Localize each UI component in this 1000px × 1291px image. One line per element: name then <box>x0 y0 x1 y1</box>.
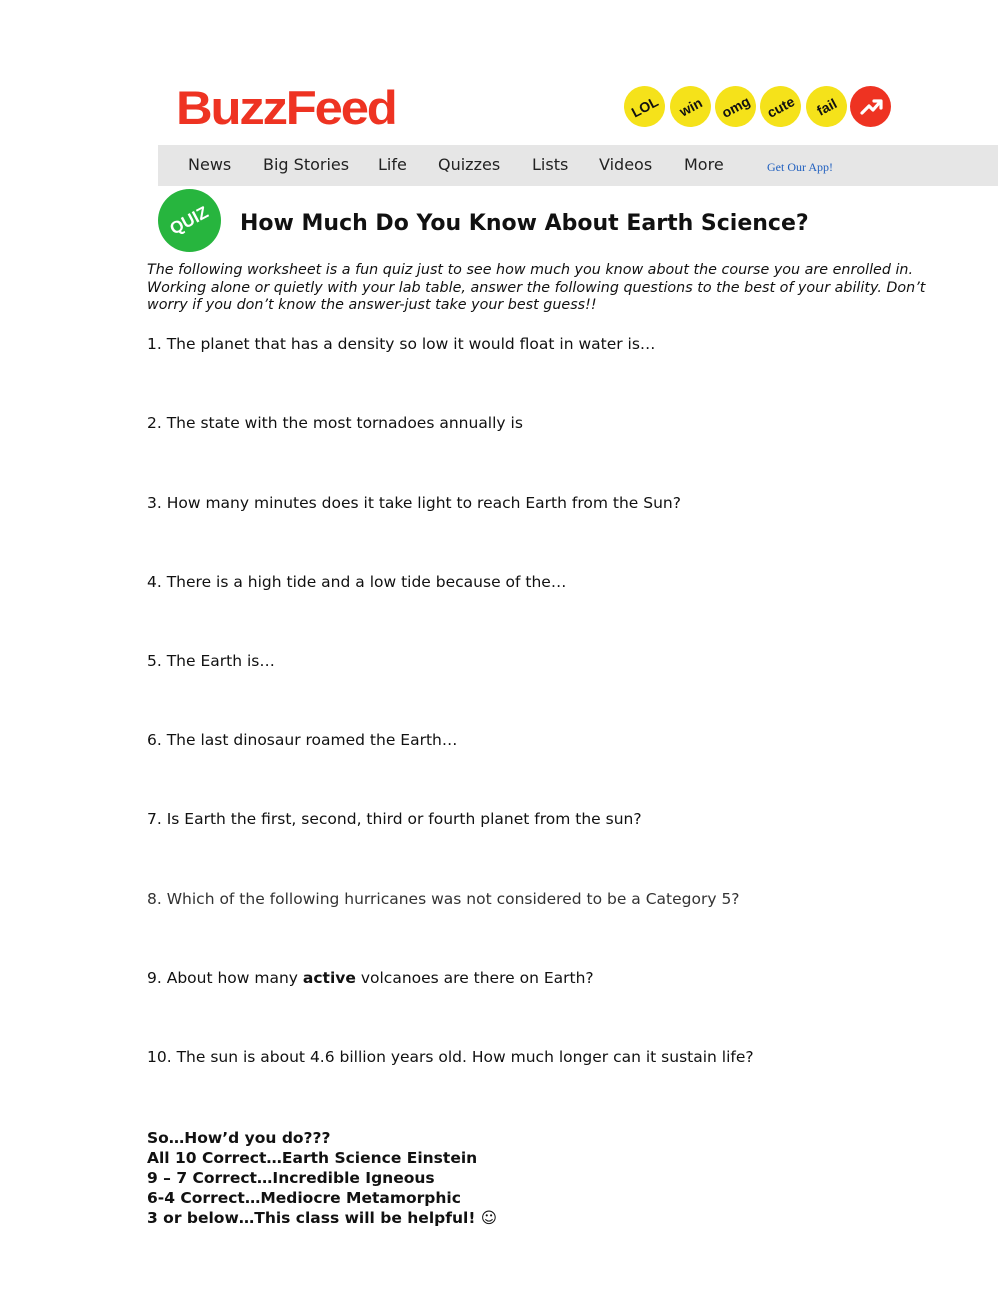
question-9 <box>147 969 594 987</box>
scoring-heading: So…How’d you do??? <box>147 1129 331 1147</box>
nav-quizzes[interactable]: Quizzes <box>438 155 501 174</box>
question-8: 8. Which of the following hurricanes was not considered to be a Category 5? <box>147 890 740 908</box>
page-title: How Much Do You Know About Earth Science? <box>240 211 809 236</box>
nav-big-stories[interactable]: Big Stories <box>263 155 350 174</box>
nav-life[interactable]: Life <box>378 155 407 174</box>
nav-lists[interactable]: Lists <box>532 155 569 174</box>
scoring-block <box>147 1128 497 1228</box>
badge-omg[interactable]: omg <box>708 79 763 134</box>
nav-videos[interactable]: Videos <box>599 155 653 174</box>
badge-lol[interactable]: LOL <box>617 79 672 134</box>
question-9-text-end: volcanoes are there on Earth? <box>355 969 594 987</box>
question-10: 10. The sun is about 4.6 billion years old. How much longer can it sustain life? <box>147 1048 754 1066</box>
question-3: 3. How many minutes does it take light to reach Earth from the Sun? <box>147 494 681 512</box>
badge-win[interactable]: win <box>663 79 718 134</box>
question-1: 1. The planet that has a density so low it would float in water is… <box>147 335 656 353</box>
scoring-line: 6-4 Correct…Mediocre Metamorphic <box>147 1189 461 1207</box>
trending-arrow-icon <box>858 94 884 120</box>
get-app-link[interactable]: Get Our App! <box>767 160 833 174</box>
scoring-line: 9 – 7 Correct…Incredible Igneous <box>147 1169 435 1187</box>
question-2: 2. The state with the most tornadoes annually is <box>147 414 523 432</box>
buzzfeed-logo[interactable]: BuzzFeed <box>176 81 396 134</box>
nav-more[interactable]: More <box>684 155 724 174</box>
intro-paragraph: The following worksheet is a fun quiz just to see how much you know about the course you are enrolled in. Working alone or quietly with your lab table, answer the following questions to the best of your ability. Don’t worry if you don’t know the answer-just take your best guess!! <box>147 262 926 313</box>
quiz-badge-label: QUIZ <box>166 202 212 238</box>
scoring-line: 3 or below…This class will be helpful! ☺ <box>147 1209 497 1227</box>
question-4: 4. There is a high tide and a low tide because of the… <box>147 573 567 591</box>
scoring-line: All 10 Correct…Earth Science Einstein <box>147 1149 478 1167</box>
trending-icon[interactable] <box>850 86 891 127</box>
question-7: 7. Is Earth the first, second, third or fourth planet from the sun? <box>147 810 642 828</box>
nav-news[interactable]: News <box>188 155 232 174</box>
badge-cute[interactable]: cute <box>753 79 808 134</box>
nav-bar <box>158 145 998 186</box>
badge-fail[interactable]: fail <box>799 79 854 134</box>
question-9-text-start: 9. About how many <box>147 969 303 987</box>
question-6: 6. The last dinosaur roamed the Earth… <box>147 731 458 749</box>
quiz-badge-icon <box>158 189 221 252</box>
question-5: 5. The Earth is… <box>147 652 275 670</box>
question-9-emphasis: active <box>302 969 356 987</box>
